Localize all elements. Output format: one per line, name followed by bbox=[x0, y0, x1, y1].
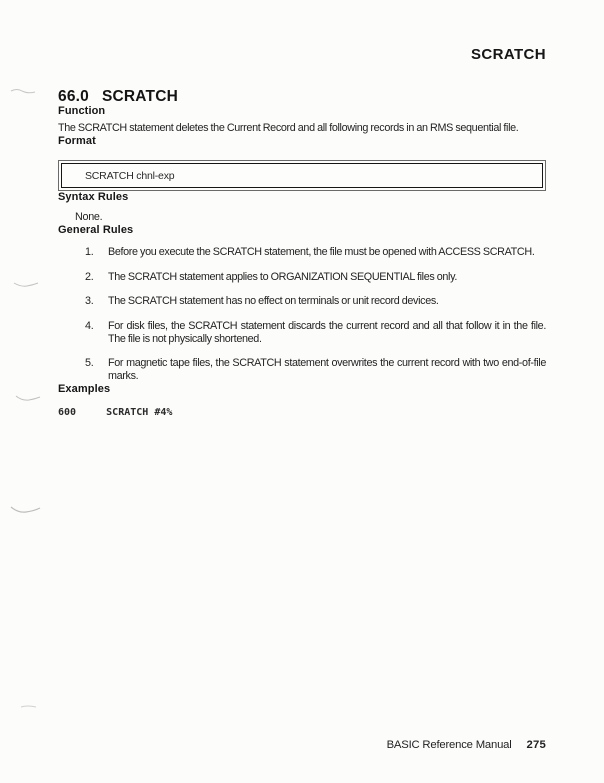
rule-item bbox=[58, 295, 546, 308]
syntax-rules-body: None. bbox=[75, 211, 103, 223]
margin-scan-mark bbox=[14, 392, 42, 404]
rule-text: Before you execute the SCRATCH statement, the file must be opened with ACCESS SCRATCH. bbox=[108, 246, 535, 258]
rule-text: For disk files, the SCRATCH statement discards the current record and all that follow it in the file. The file is not physically shortened. bbox=[108, 319, 546, 345]
example-code: 600 SCRATCH #4% bbox=[58, 407, 173, 418]
rule-text: The SCRATCH statement has no effect on terminals or unit record devices. bbox=[108, 295, 439, 307]
format-syntax-box-inner bbox=[61, 163, 543, 188]
rule-item bbox=[58, 320, 546, 346]
rule-text: For magnetic tape files, the SCRATCH statement overwrites the current record with two end-of-file marks. bbox=[108, 357, 546, 382]
footer-page-number: 275 bbox=[526, 739, 546, 751]
syntax-text: SCRATCH chnl-exp bbox=[85, 169, 175, 182]
rule-item bbox=[58, 357, 546, 383]
format-syntax-box bbox=[58, 160, 546, 191]
rule-item bbox=[58, 246, 546, 259]
margin-scan-mark bbox=[12, 279, 40, 291]
page-content bbox=[58, 88, 546, 418]
general-rules-list bbox=[58, 246, 546, 383]
rule-text: The SCRATCH statement applies to ORGANIZATION SEQUENTIAL files only. bbox=[108, 270, 457, 283]
footer-manual-title: BASIC Reference Manual bbox=[386, 739, 512, 751]
rule-number: 3. bbox=[85, 295, 94, 307]
rule-number: 5. bbox=[85, 357, 94, 369]
section-number: 66.0 bbox=[58, 88, 89, 105]
margin-scan-mark bbox=[9, 86, 37, 98]
rule-number: 2. bbox=[85, 270, 94, 283]
rule-item bbox=[58, 271, 546, 284]
examples-heading: Examples bbox=[58, 383, 111, 395]
section-title: SCRATCH bbox=[101, 88, 178, 105]
format-heading: Format bbox=[58, 135, 96, 147]
margin-scan-mark bbox=[20, 703, 38, 711]
rule-number: 1. bbox=[85, 246, 94, 258]
running-head: SCRATCH bbox=[470, 46, 546, 63]
syntax-rules-heading: Syntax Rules bbox=[58, 191, 129, 203]
rule-number: 4. bbox=[85, 319, 94, 332]
section-heading bbox=[58, 88, 546, 105]
page-footer bbox=[387, 739, 546, 751]
general-rules-heading: General Rules bbox=[58, 224, 134, 236]
margin-scan-mark bbox=[9, 503, 43, 517]
function-heading: Function bbox=[58, 105, 106, 117]
function-body: The SCRATCH statement deletes the Current Record and all following records in an RMS sequential file. bbox=[58, 122, 519, 134]
